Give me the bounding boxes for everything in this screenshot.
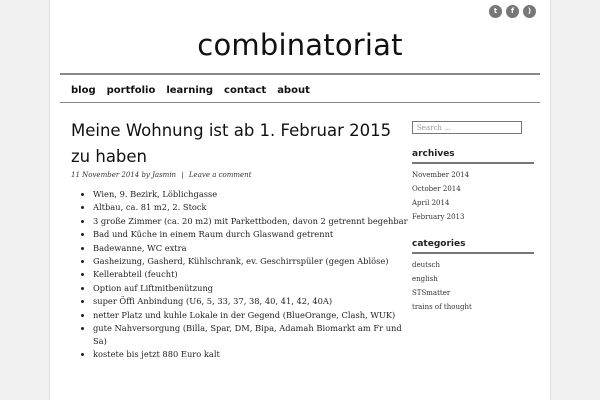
header-rule-bottom	[60, 102, 540, 103]
categories-widget	[412, 239, 534, 314]
page	[49, 0, 551, 400]
list-item: • gute Nahversorgung (Billa, Spar, DM, Bipa, Adamah Biomarkt am Fr und Sa)	[93, 322, 415, 347]
list-item: • super Öffi Anbindung (U6, 5, 33, 37, 38, 40, 41, 42, 40A)	[93, 295, 415, 308]
list-item: • Wien, 9. Bezirk, Löblichgasse	[93, 188, 415, 201]
list-item: • Bad und Küche in einem Raum durch Glaswand getrennt	[93, 228, 415, 241]
site-title[interactable]: combinatoriat	[197, 28, 403, 62]
header-rule-top	[60, 73, 540, 75]
meta-separator: |	[181, 171, 184, 179]
list-item: • Kellerabteil (feucht)	[93, 268, 415, 281]
archives-title: archives	[412, 149, 534, 164]
search-input[interactable]: Search ...	[412, 121, 522, 134]
nav-about[interactable]: about	[277, 85, 310, 96]
list-item: • Gasheizung, Gasherd, Kühlschrank, ev. Geschirrspüler (gegen Ablöse)	[93, 255, 415, 268]
rss-icon[interactable]: )	[523, 5, 536, 18]
category-link[interactable]: deutsch	[412, 261, 440, 269]
social-links	[489, 5, 536, 18]
archive-link[interactable]: November 2014	[412, 171, 470, 179]
archive-link[interactable]: February 2013	[412, 213, 465, 221]
category-link[interactable]: STSmatter	[412, 289, 451, 297]
flickr-icon[interactable]: f	[506, 5, 519, 18]
list-item: • netter Platz und kuhle Lokale in der Gegend (BlueOrange, Clash, WUK)	[93, 309, 415, 322]
main-nav	[71, 85, 310, 96]
list-item: • Altbau, ca. 81 m2, 2. Stock	[93, 201, 415, 214]
sidebar	[412, 121, 534, 314]
nav-portfolio[interactable]: portfolio	[106, 85, 156, 96]
categories-title: categories	[412, 239, 534, 254]
leave-comment-link[interactable]: Leave a comment	[188, 171, 252, 179]
category-link[interactable]: trains of thought	[412, 303, 472, 311]
archives-widget	[412, 149, 534, 224]
list-item: • 3 große Zimmer (ca. 20 m2) mit Parkettboden, davon 2 getrennt begehbar	[93, 215, 415, 228]
list-item: • Badewanne, WC extra	[93, 242, 415, 255]
post-content-list	[71, 188, 415, 361]
post-date[interactable]: 11 November 2014	[71, 171, 140, 179]
post-author[interactable]: by Jasmin	[141, 171, 177, 179]
post-title[interactable]: Meine Wohnung ist ab 1. Februar 2015 zu haben	[71, 121, 392, 166]
post-meta	[71, 171, 251, 179]
nav-contact[interactable]: contact	[224, 85, 267, 96]
archive-link[interactable]: October 2014	[412, 185, 461, 193]
archive-link[interactable]: April 2014	[412, 199, 450, 207]
nav-learning[interactable]: learning	[166, 85, 214, 96]
list-item: • Option auf Liftmitbenützung	[93, 282, 415, 295]
nav-blog[interactable]: blog	[71, 85, 96, 96]
list-item: • kostete bis jetzt 880 Euro kalt	[93, 348, 415, 361]
twitter-icon[interactable]: t	[489, 5, 502, 18]
category-link[interactable]: english	[412, 275, 438, 283]
